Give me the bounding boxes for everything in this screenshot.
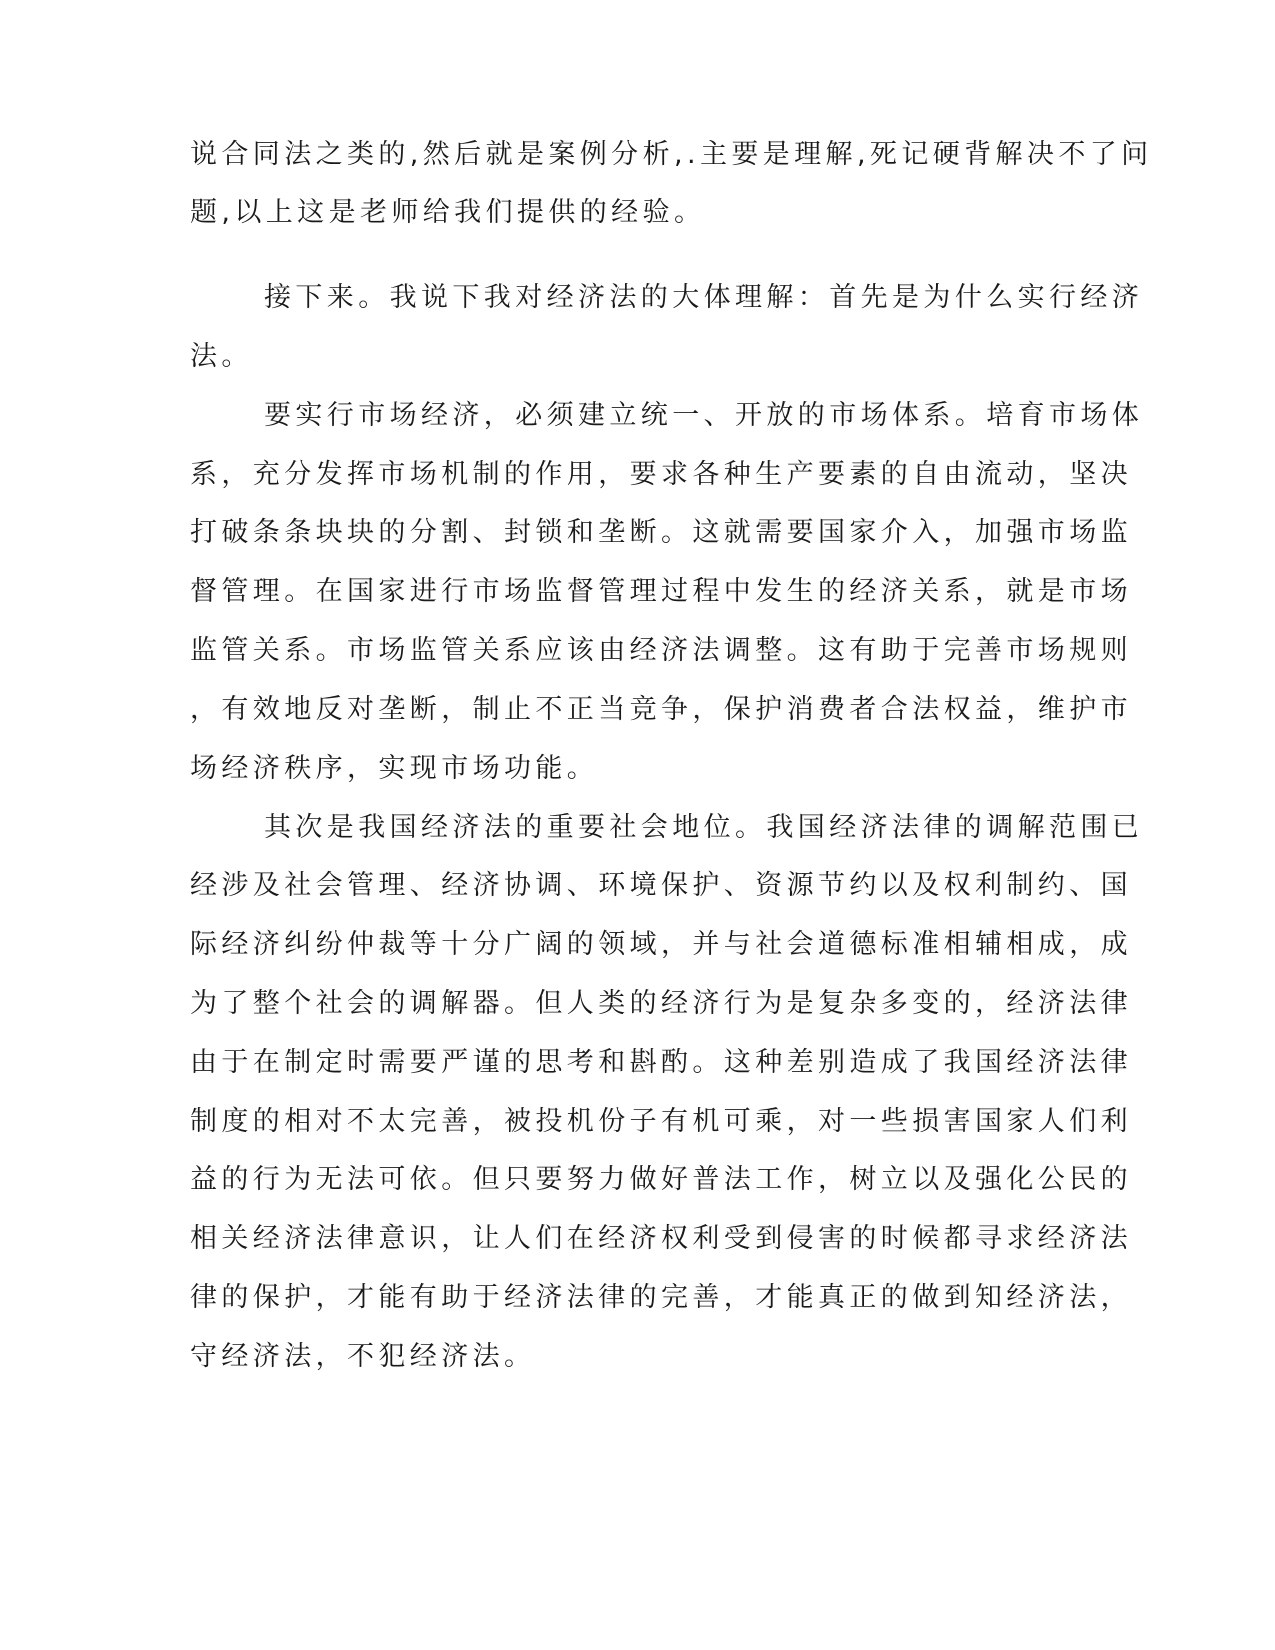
- text-line: 守经济法，不犯经济法。: [190, 1341, 536, 1372]
- text-line: 为了整个社会的调解器。但人类的经济行为是复杂多变的，经济法律: [190, 988, 1132, 1019]
- text-line: 相关经济法律意识，让人们在经济权利受到侵害的时候都寻求经济法: [190, 1223, 1132, 1254]
- text-line: ，有效地反对垄断，制止不正当竞争，保护消费者合法权益，维护市: [190, 694, 1132, 725]
- paragraph-first-line: 接下来。我说下我对经济法的大体理解：首先是为什么实行经济: [264, 282, 1144, 313]
- text-line: 说合同法之类的,然后就是案例分析,.主要是理解,死记硬背解决不了问: [190, 139, 1153, 170]
- text-line: 打破条条块块的分割、封锁和垄断。这就需要国家介入，加强市场监: [190, 517, 1132, 548]
- paragraph-first-line: 要实行市场经济，必须建立统一、开放的市场体系。培育市场体: [264, 400, 1144, 431]
- text-line: 法。: [190, 341, 253, 372]
- text-line: 题,以上这是老师给我们提供的经验。: [190, 197, 706, 228]
- paragraph-first-line: 其次是我国经济法的重要社会地位。我国经济法律的调解范围已: [264, 812, 1144, 843]
- text-line: 制度的相对不太完善，被投机份子有机可乘，对一些损害国家人们利: [190, 1106, 1132, 1137]
- text-line: 经涉及社会管理、经济协调、环境保护、资源节约以及权利制约、国: [190, 870, 1132, 901]
- text-line: 律的保护，才能有助于经济法律的完善，才能真正的做到知经济法，: [190, 1282, 1132, 1313]
- text-line: 系，充分发挥市场机制的作用，要求各种生产要素的自由流动，坚决: [190, 459, 1132, 490]
- text-line: 益的行为无法可依。但只要努力做好普法工作，树立以及强化公民的: [190, 1164, 1132, 1195]
- text-line: 督管理。在国家进行市场监督管理过程中发生的经济关系，就是市场: [190, 576, 1132, 607]
- text-line: 际经济纠纷仲裁等十分广阔的领域，并与社会道德标准相辅相成，成: [190, 929, 1132, 960]
- text-line: 场经济秩序，实现市场功能。: [190, 753, 599, 784]
- text-line: 由于在制定时需要严谨的思考和斟酌。这种差别造成了我国经济法律: [190, 1047, 1132, 1078]
- text-line: 监管关系。市场监管关系应该由经济法调整。这有助于完善市场规则: [190, 635, 1132, 666]
